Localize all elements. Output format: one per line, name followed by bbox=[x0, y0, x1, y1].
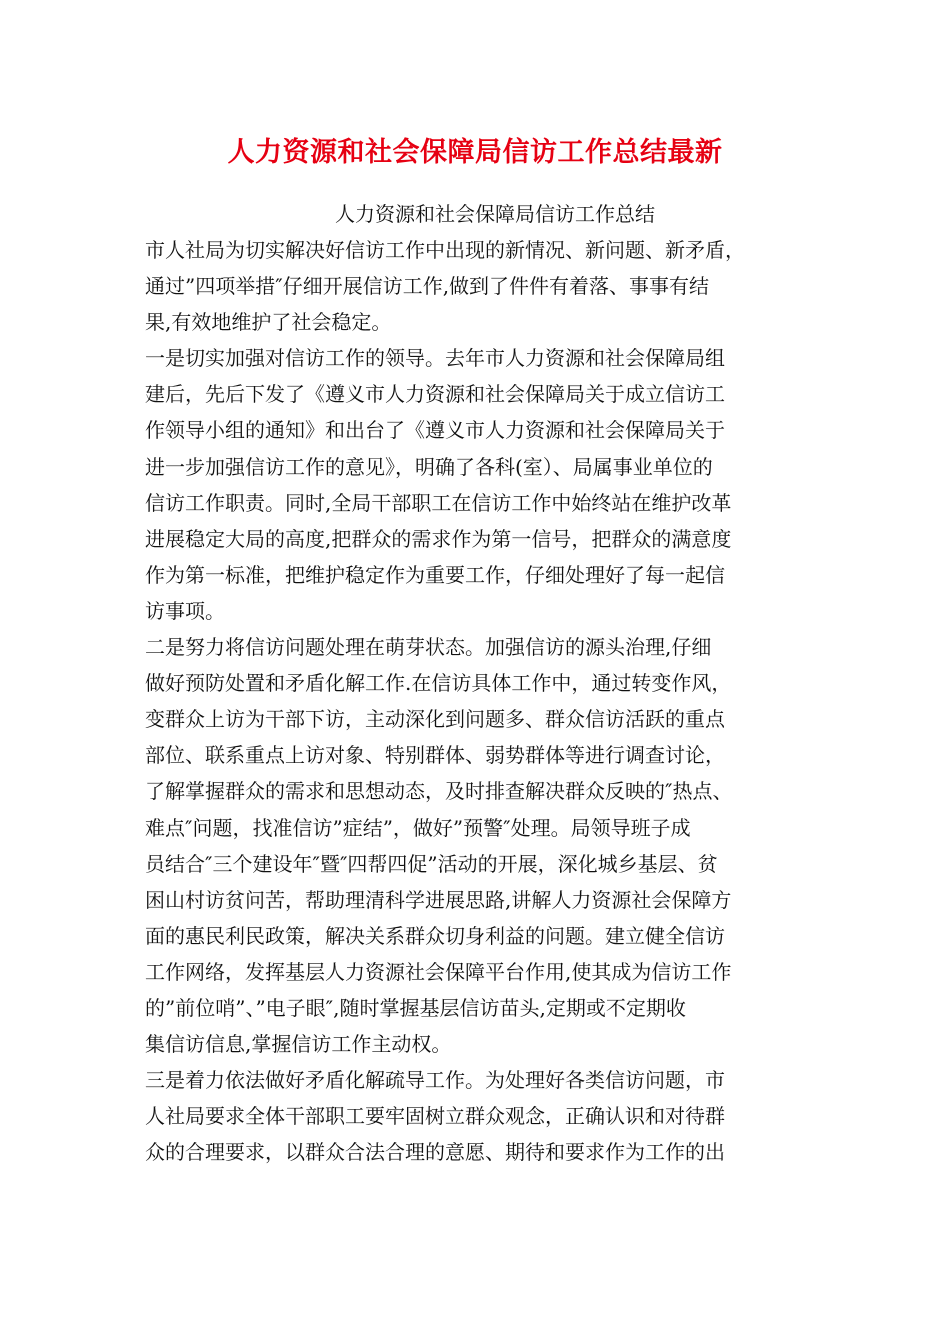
paragraph-three bbox=[145, 1062, 805, 1170]
text-line: 难点″问题，找准信访”症结”，做好”预警″处理。局领导班子成 bbox=[145, 815, 691, 840]
text-line: 作领导小组的通知》和出台了《遵义市人力资源和社会保障局关于 bbox=[145, 418, 725, 443]
document-subtitle: 人力资源和社会保障局信访工作总结 bbox=[335, 202, 655, 226]
text-line: 面的惠民利民政策，解决关系群众切身利益的问题。建立健全信访 bbox=[145, 923, 725, 948]
text-line: 众的合理要求，以群众合法合理的意愿、期待和要求作为工作的出 bbox=[145, 1140, 725, 1165]
text-line: 部位、联系重点上访对象、特别群体、弱势群体等进行调查讨论， bbox=[145, 743, 725, 768]
document-title: 人力资源和社会保障局信访工作总结最新 bbox=[227, 137, 723, 168]
text-line: 进一步加强信访工作的意见》，明确了各科(室）、局属事业单位的 bbox=[145, 454, 713, 479]
text-line: 了解掌握群众的需求和思想动态，及时排查解决群众反映的″热点、 bbox=[145, 779, 733, 804]
text-line: 作为第一标准，把维护稳定作为重要工作，仔细处理好了每一起信 bbox=[145, 562, 725, 587]
text-line: 进展稳定大局的高度,把群众的需求作为第一信号，把群众的满意度 bbox=[145, 526, 732, 551]
text-line: 市人社局为切实解决好信访工作中出现的新情况、新问题、新矛盾， bbox=[145, 238, 745, 262]
text-line: 的”前位哨”、”电子眼″,随时掌握基层信访苗头,定期或不定期收 bbox=[145, 995, 686, 1020]
document-body bbox=[145, 196, 805, 1170]
text-line: 一是切实加强对信访工作的领导。去年市人力资源和社会保障局组 bbox=[145, 346, 725, 371]
text-line: 二是努力将信访问题处理在萌芽状态。加强信访的源头治理,仔细 bbox=[145, 635, 712, 660]
text-line: 果,有效地维护了社会稳定。 bbox=[145, 310, 392, 335]
text-line: 信访工作职责。同时,全局干部职工在信访工作中始终站在维护改革 bbox=[145, 490, 732, 515]
text-line: 集信访信息,掌握信访工作主动权。 bbox=[145, 1032, 452, 1057]
text-line: 变群众上访为干部下访，主动深化到问题多、群众信访活跃的重点 bbox=[145, 707, 725, 732]
text-line: 访事项。 bbox=[145, 598, 225, 623]
text-line: 建后，先后下发了《遵义市人力资源和社会保障局关于成立信访工 bbox=[145, 382, 725, 407]
text-line: 人社局要求全体干部职工要牢固树立群众观念，正确认识和对待群 bbox=[145, 1104, 725, 1129]
paragraph-intro bbox=[145, 232, 805, 340]
paragraph-two bbox=[145, 629, 805, 1062]
paragraph-one bbox=[145, 340, 805, 629]
text-line: 做好预防处置和矛盾化解工作.在信访具体工作中，通过转变作风， bbox=[145, 671, 732, 696]
text-line: 员结合″三个建设年″暨″四帮四促”活动的开展，深化城乡基层、贫 bbox=[145, 851, 718, 876]
text-line: 困山村访贫问苦，帮助理清科学进展思路,讲解人力资源社会保障方 bbox=[145, 887, 732, 912]
text-line: 三是着力依法做好矛盾化解疏导工作。为处理好各类信访问题，市 bbox=[145, 1068, 725, 1093]
text-line: 通过”四项举措″仔细开展信访工作,做到了件件有着落、事事有结 bbox=[145, 274, 710, 299]
text-line: 工作网络，发挥基层人力资源社会保障平台作用,使其成为信访工作 bbox=[145, 959, 732, 984]
